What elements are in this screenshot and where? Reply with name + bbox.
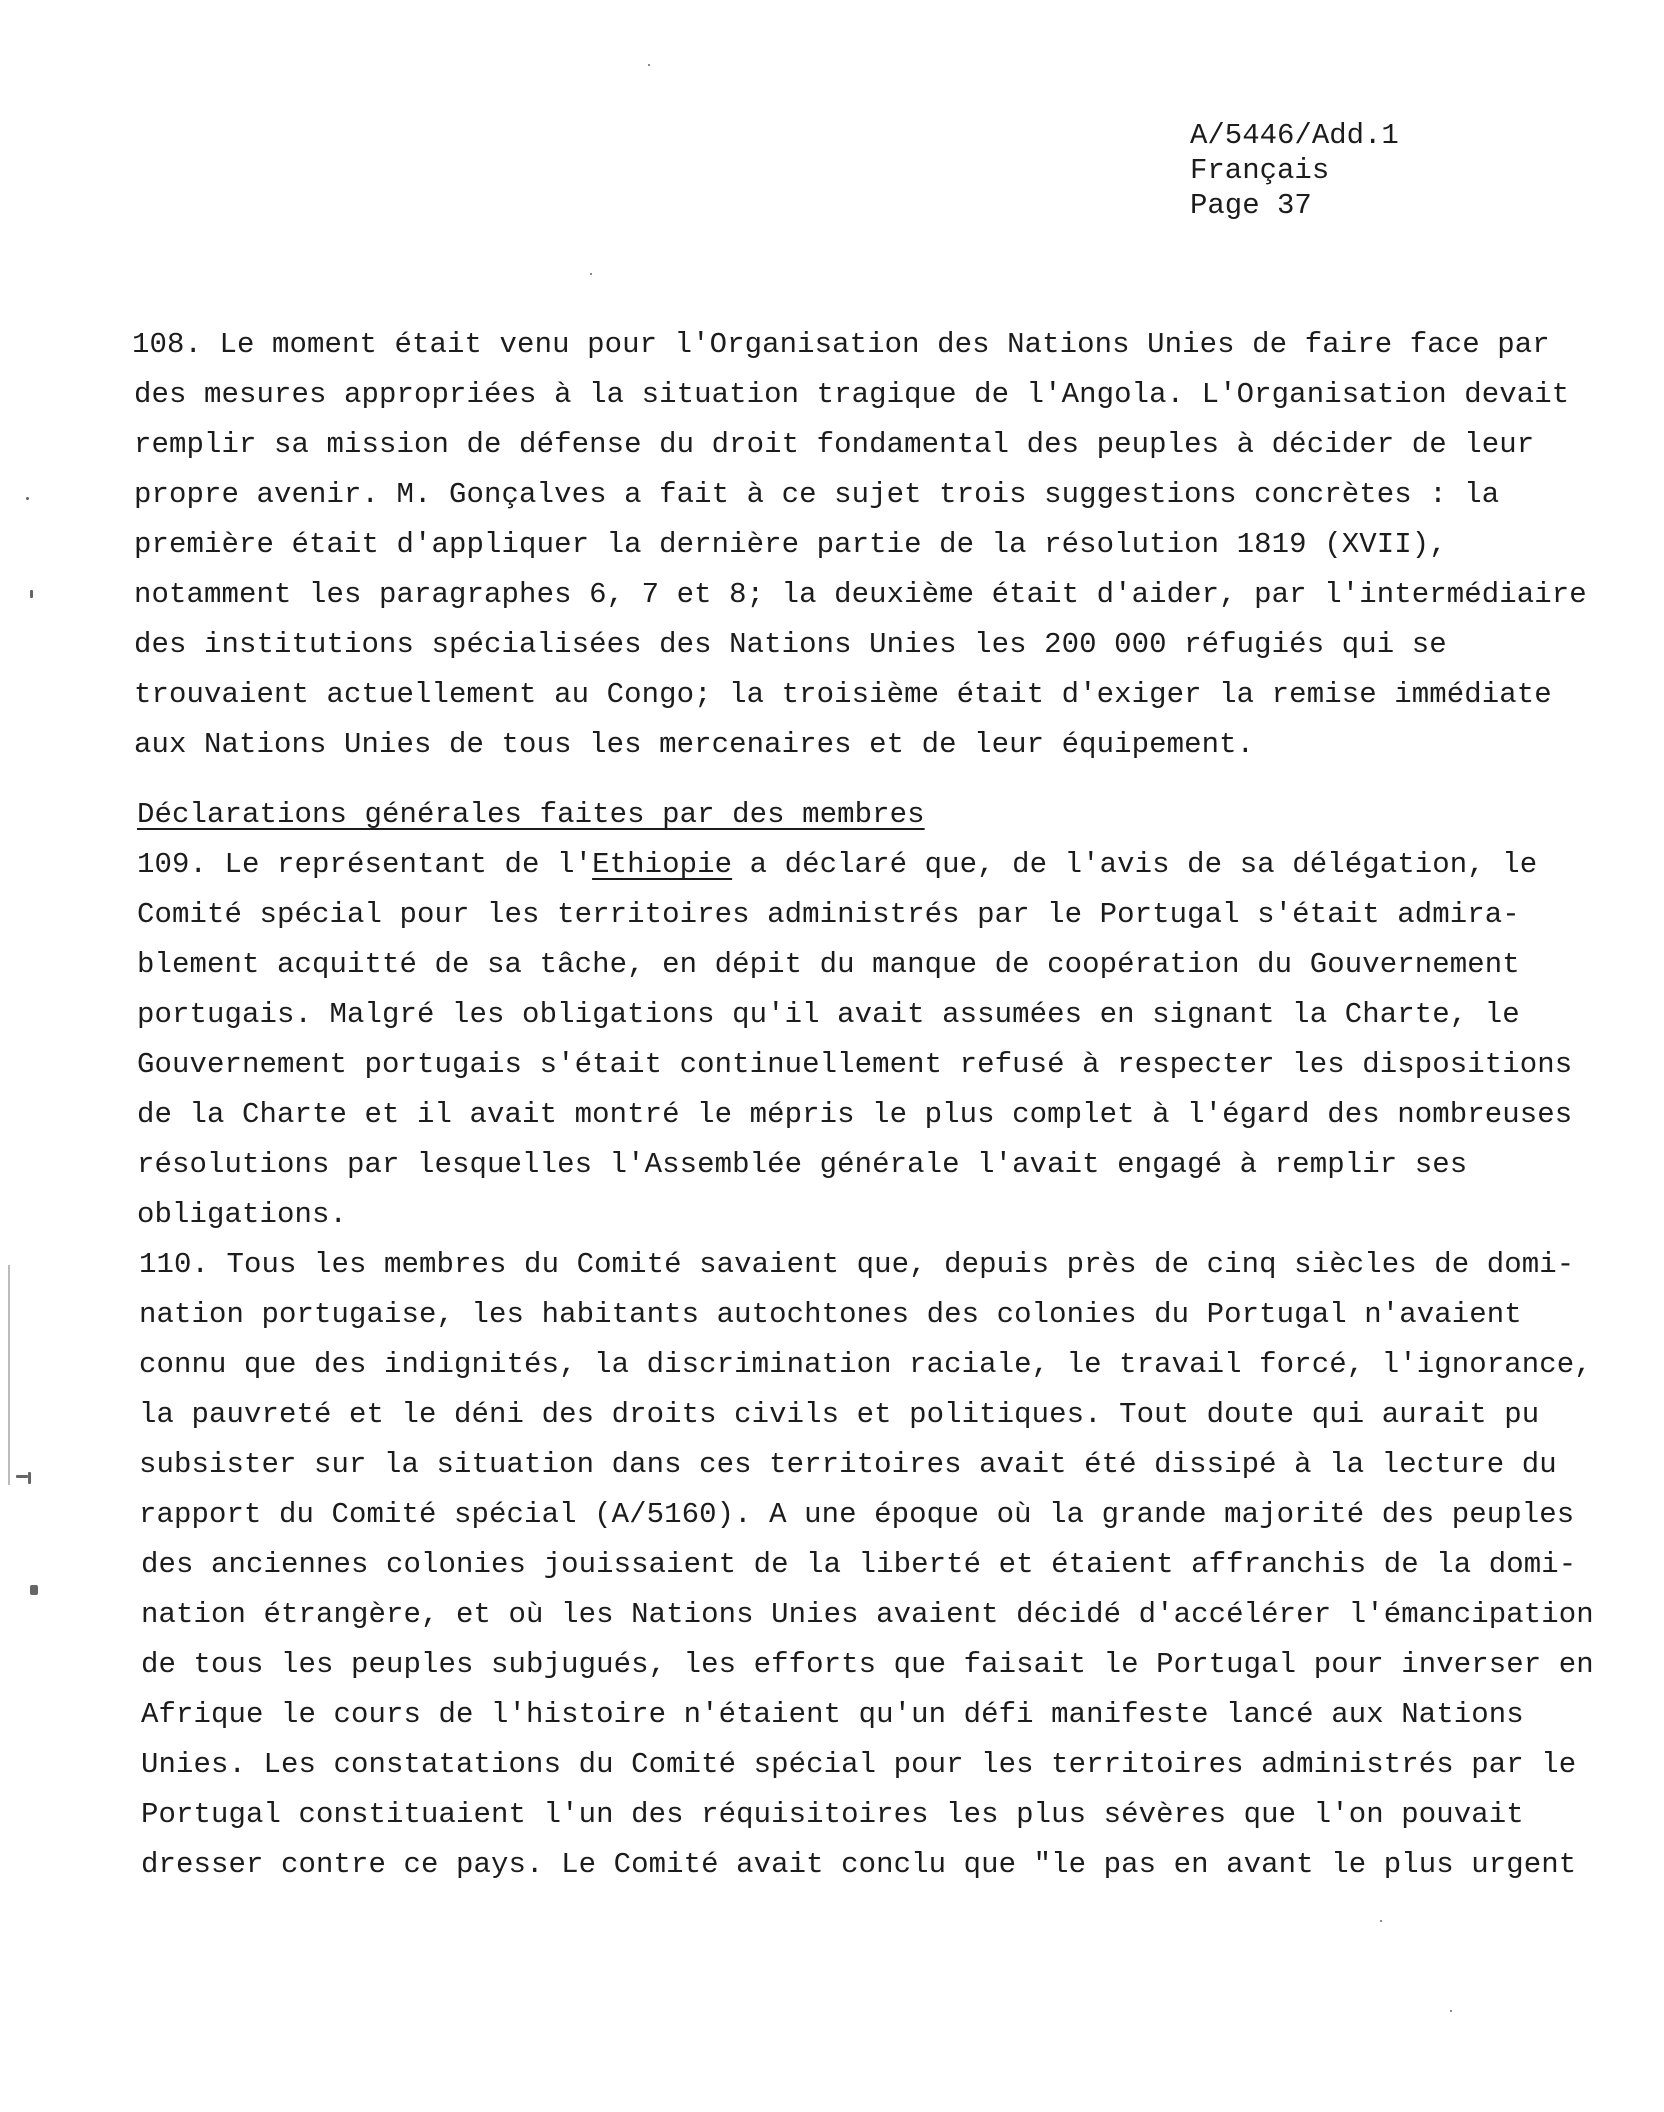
paragraph-109-opening-rest: a déclaré que, de l'avis de sa délégation, le bbox=[732, 848, 1538, 881]
scan-mark bbox=[16, 1475, 28, 1478]
text-line: de la Charte et il avait montré le mépris le plus complet à l'égard des nombreuses bbox=[137, 1098, 1573, 1131]
scan-speck bbox=[590, 273, 592, 275]
scan-speck bbox=[26, 497, 29, 500]
text-line bbox=[137, 850, 1537, 879]
document-language: Français bbox=[1190, 154, 1330, 187]
text-line: rapport du Comité spécial (A/5160). A une époque où la grande majorité des peuples bbox=[139, 1498, 1575, 1531]
country-name-ethiopie: Ethiopie bbox=[592, 848, 733, 881]
scan-mark bbox=[30, 590, 33, 598]
text-line: aux Nations Unies de tous les mercenaires et de leur équipement. bbox=[134, 728, 1255, 761]
text-line: la pauvreté et le déni des droits civils et politiques. Tout doute qui aurait pu bbox=[139, 1398, 1540, 1431]
text-line: connu que des indignités, la discrimination raciale, le travail forcé, l'ignorance, bbox=[139, 1348, 1592, 1381]
section-heading: Déclarations générales faites par des membres bbox=[137, 798, 925, 831]
text-line: 108. Le moment était venu pour l'Organisation des Nations Unies de faire face par bbox=[132, 328, 1550, 361]
text-line: résolutions par lesquelles l'Assemblée générale l'avait engagé à remplir ses bbox=[137, 1148, 1468, 1181]
text-line: trouvaient actuellement au Congo; la troisième était d'exiger la remise immédiate bbox=[134, 678, 1552, 711]
scan-edge-line bbox=[8, 1265, 10, 1485]
scan-speck bbox=[1380, 1920, 1382, 1922]
text-line: Portugal constituaient l'un des réquisitoires les plus sévères que l'on pouvait bbox=[141, 1798, 1524, 1831]
text-line: dresser contre ce pays. Le Comité avait conclu que "le pas en avant le plus urgent bbox=[141, 1848, 1577, 1881]
text-line: nation portugaise, les habitants autochtones des colonies du Portugal n'avaient bbox=[139, 1298, 1522, 1331]
text-line: blement acquitté de sa tâche, en dépit du manque de coopération du Gouvernement bbox=[137, 948, 1520, 981]
document-symbol: A/5446/Add.1 bbox=[1190, 119, 1399, 152]
text-line: de tous les peuples subjugués, les efforts que faisait le Portugal pour inverser en bbox=[141, 1648, 1594, 1681]
scan-mark bbox=[30, 1585, 38, 1595]
scan-speck bbox=[1450, 2010, 1452, 2012]
text-line: première était d'appliquer la dernière partie de la résolution 1819 (XVII), bbox=[134, 528, 1447, 561]
text-line: propre avenir. M. Gonçalves a fait à ce sujet trois suggestions concrètes : la bbox=[134, 478, 1500, 511]
text-line: Comité spécial pour les territoires administrés par le Portugal s'était admira- bbox=[137, 898, 1520, 931]
text-line: Afrique le cours de l'histoire n'étaient qu'un défi manifeste lancé aux Nations bbox=[141, 1698, 1524, 1731]
text-line: Gouvernement portugais s'était continuellement refusé à respecter les dispositions bbox=[137, 1048, 1573, 1081]
paragraph-109-opening: 109. Le représentant de l' bbox=[137, 848, 593, 881]
text-line: des mesures appropriées à la situation tragique de l'Angola. L'Organisation devait bbox=[134, 378, 1570, 411]
text-line: des institutions spécialisées des Nations Unies les 200 000 réfugiés qui se bbox=[134, 628, 1447, 661]
text-line: des anciennes colonies jouissaient de la liberté et étaient affranchis de la domi- bbox=[141, 1548, 1577, 1581]
text-line: 110. Tous les membres du Comité savaient que, depuis près de cinq siècles de domi- bbox=[139, 1248, 1575, 1281]
text-line: subsister sur la situation dans ces territoires avait été dissipé à la lecture du bbox=[139, 1448, 1557, 1481]
page-number: Page 37 bbox=[1190, 189, 1312, 222]
text-line: nation étrangère, et où les Nations Unies avaient décidé d'accélérer l'émancipation bbox=[141, 1598, 1594, 1631]
text-line: portugais. Malgré les obligations qu'il avait assumées en signant la Charte, le bbox=[137, 998, 1520, 1031]
document-header bbox=[1190, 118, 1399, 223]
text-line: Unies. Les constatations du Comité spécial pour les territoires administrés par le bbox=[141, 1748, 1577, 1781]
text-line: notamment les paragraphes 6, 7 et 8; la deuxième était d'aider, par l'intermédiaire bbox=[134, 578, 1587, 611]
scan-speck bbox=[648, 64, 650, 66]
text-line: obligations. bbox=[137, 1198, 348, 1231]
text-line: remplir sa mission de défense du droit fondamental des peuples à décider de leur bbox=[134, 428, 1535, 461]
scan-mark bbox=[28, 1472, 31, 1484]
